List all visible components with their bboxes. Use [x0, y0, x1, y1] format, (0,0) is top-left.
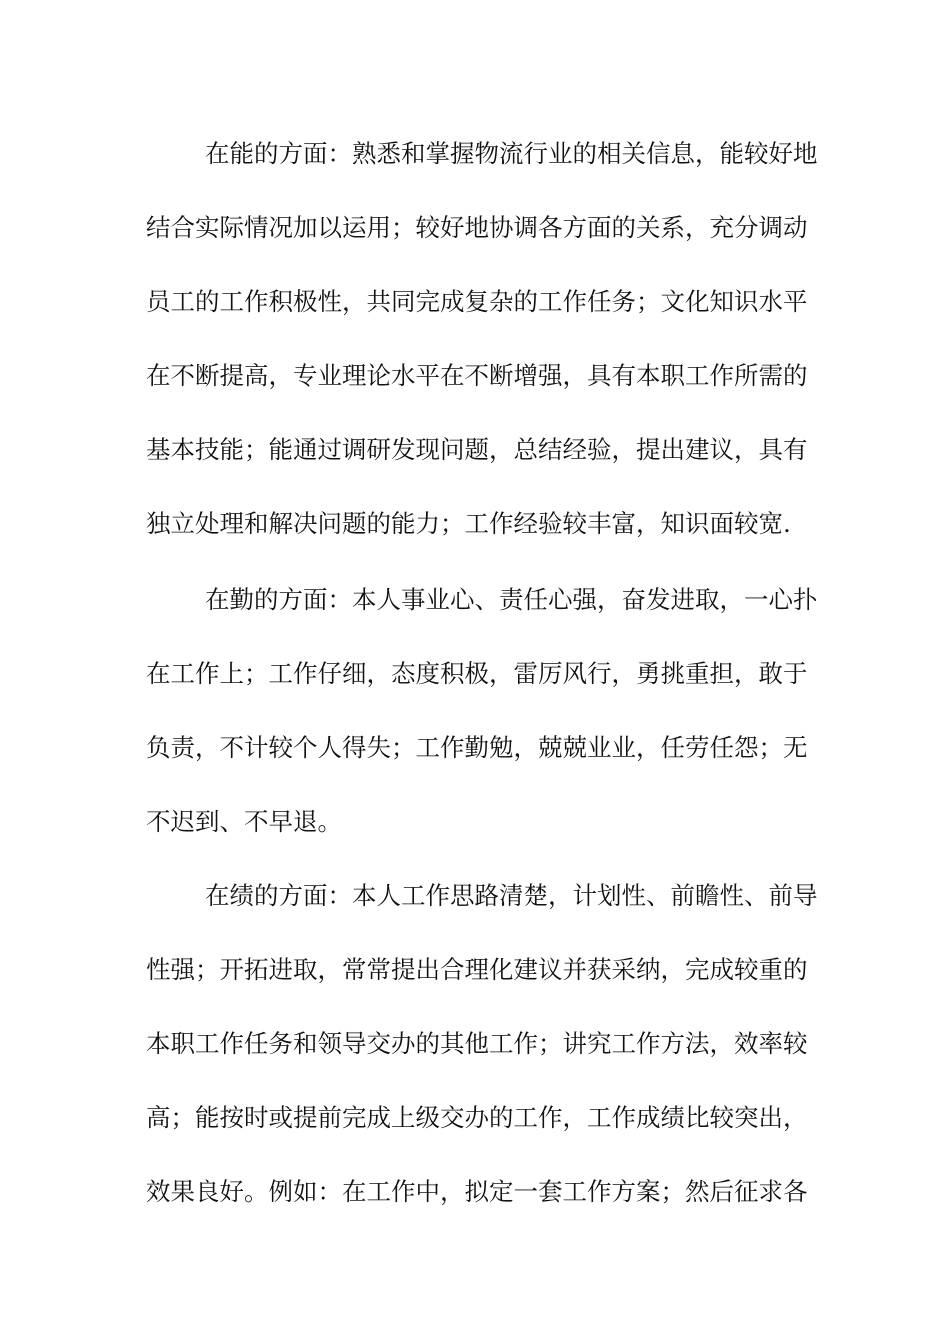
paragraph-2-line-3: 负责，不计较个人得失；工作勤勉，兢兢业业，任劳任怨；无: [146, 733, 808, 762]
paragraph-3-line-2: 性强；开拓进取，常常提出合理化建议并获采纳，完成较重的: [146, 955, 808, 984]
paragraph-1-line-5: 基本技能；能通过调研发现问题，总结经验，提出建议，具有: [146, 435, 808, 464]
paragraph-1-line-2: 结合实际情况加以运用；较好地协调各方面的关系，充分调动: [146, 213, 808, 242]
paragraph-1-line-4: 在不断提高，专业理论水平在不断增强，具有本职工作所需的: [146, 361, 808, 390]
paragraph-3-line-3: 本职工作任务和领导交办的其他工作；讲究工作方法，效率较: [146, 1029, 808, 1058]
paragraph-1-line-1: 在能的方面：熟悉和掌握物流行业的相关信息，能较好地: [205, 139, 818, 168]
paragraph-2-line-2: 在工作上；工作仔细，态度积极，雷厉风行，勇挑重担，敢于: [146, 659, 808, 688]
paragraph-2-line-4: 不迟到、不早退。: [146, 807, 342, 836]
paragraph-3-line-5: 效果良好。例如：在工作中，拟定一套工作方案；然后征求各: [146, 1177, 808, 1206]
paragraph-2-line-1: 在勤的方面：本人事业心、责任心强，奋发进取，一心扑: [205, 585, 818, 614]
paragraph-1-line-3: 员工的工作积极性，共同完成复杂的工作任务；文化知识水平: [146, 287, 808, 316]
paragraph-3-line-4: 高；能按时或提前完成上级交办的工作，工作成绩比较突出，: [146, 1103, 808, 1132]
paragraph-3-line-1: 在绩的方面：本人工作思路清楚，计划性、前瞻性、前导: [205, 881, 818, 910]
paragraph-1-line-6: 独立处理和解决问题的能力；工作经验较丰富，知识面较宽.: [146, 509, 791, 538]
